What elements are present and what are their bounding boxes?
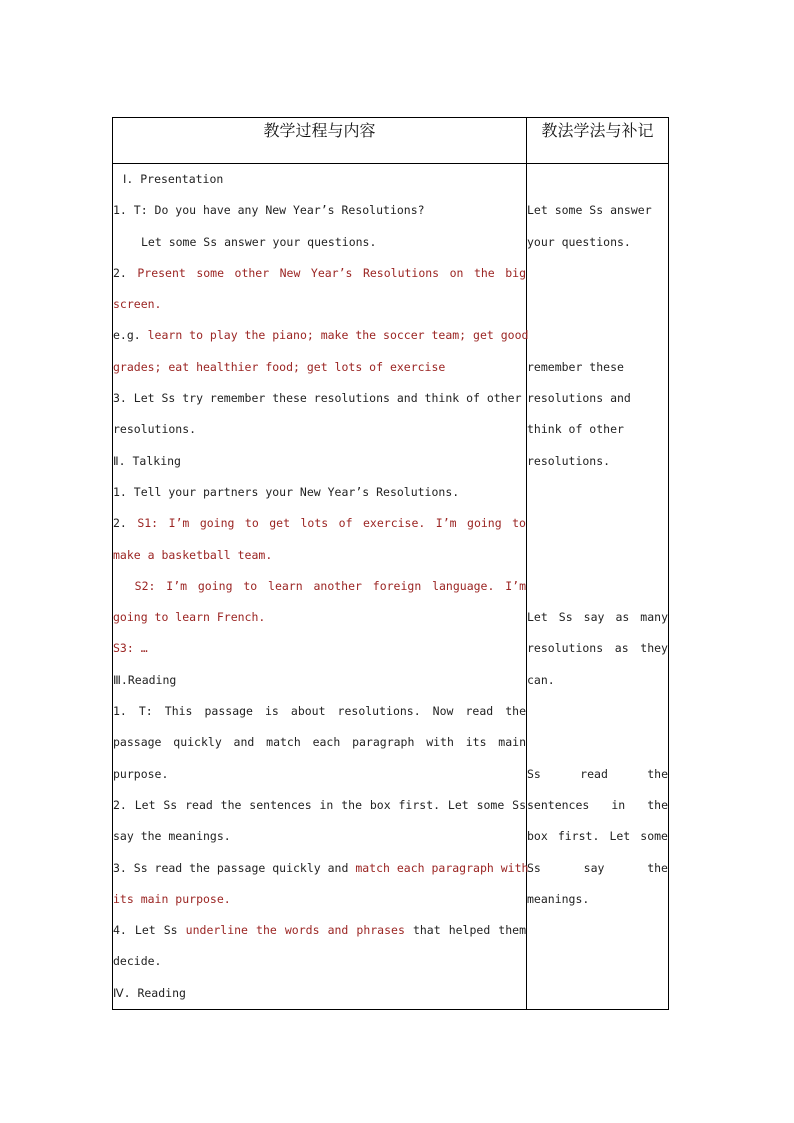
- highlighted-text: S1: I’m going to get lots of exercise. I’m going to: [137, 516, 526, 531]
- spacer: [527, 289, 668, 320]
- text-line: purpose.: [113, 766, 169, 781]
- note-line: your questions.: [527, 234, 631, 249]
- list-number: 2.: [113, 265, 138, 280]
- note-line: Ss read the: [527, 766, 668, 781]
- text-line: decide.: [113, 954, 162, 969]
- highlighted-text: screen.: [113, 297, 162, 312]
- section-presentation-title: Ⅰ. Presentation: [123, 172, 224, 186]
- highlighted-text: learn to play the piano; make the soccer team; get good: [147, 328, 529, 343]
- spacer: [527, 320, 668, 351]
- text-line: 2. Let Ss read the sentences in the box first. Let some Ss: [113, 797, 526, 812]
- content-row: [113, 164, 669, 1010]
- list-number: 2.: [113, 516, 138, 531]
- note-line: think of other: [527, 422, 624, 437]
- highlighted-text: make a basketball team.: [113, 547, 273, 562]
- note-line: can.: [527, 672, 555, 687]
- section-talking-title: Ⅱ. Talking: [113, 453, 181, 468]
- highlighted-text: S2: I’m going to learn another foreign language. I’m: [113, 578, 526, 593]
- lesson-plan-table: [112, 117, 669, 1010]
- text-line: 1. T: Do you have any New Year’s Resolutions?: [113, 203, 425, 218]
- text-line: [113, 258, 526, 289]
- highlighted-text: S3: …: [113, 641, 148, 656]
- text-line: [113, 320, 529, 351]
- note-line: box first. Let some: [527, 829, 668, 844]
- text-line: resolutions.: [113, 422, 197, 437]
- note-line: Let Ss say as many: [527, 610, 668, 625]
- highlighted-text: grades; eat healthier food; get lots of exercise: [113, 359, 446, 374]
- note-line: Let some Ss answer: [527, 203, 652, 218]
- text-line: [113, 915, 526, 946]
- text-segment: 3. Ss read the passage quickly and: [113, 860, 356, 875]
- header-methods-notes: 教法学法与补记: [527, 118, 669, 164]
- text-line: 1. T: This passage is about resolutions. Now read the: [113, 704, 526, 719]
- spacer: [527, 164, 668, 195]
- eg-prefix: e.g.: [113, 328, 148, 343]
- highlighted-text: going to learn French.: [113, 610, 266, 625]
- section-reading-2-title: Ⅳ. Reading: [113, 985, 186, 1000]
- highlighted-text: underline the words and phrases: [185, 923, 405, 938]
- text-segment: that helped them: [404, 923, 526, 938]
- note-line: remember these: [527, 359, 624, 374]
- highlighted-text: match each paragraph with: [355, 860, 529, 875]
- text-line: passage quickly and match each paragraph with its main: [113, 735, 526, 750]
- text-line: [113, 853, 529, 884]
- note-line: resolutions and: [527, 391, 631, 406]
- text-line: 3. Let Ss try remember these resolutions and think of other: [113, 391, 522, 406]
- spacer: [527, 258, 668, 289]
- header-row: [113, 118, 669, 164]
- text-line: [113, 508, 526, 539]
- note-line: resolutions.: [527, 453, 611, 468]
- note-line: meanings.: [527, 891, 590, 906]
- teaching-process-cell: [113, 164, 527, 1010]
- spacer: [527, 727, 668, 758]
- highlighted-text: its main purpose.: [113, 891, 231, 906]
- text-line: 1. Tell your partners your New Year’s Resolutions.: [113, 484, 460, 499]
- text-line: say the meanings.: [113, 829, 231, 844]
- spacer: [527, 508, 668, 539]
- section-reading-title: Ⅲ.Reading: [113, 672, 177, 687]
- spacer: [527, 571, 668, 602]
- note-line: Ss say the: [527, 860, 668, 875]
- spacer: [527, 540, 668, 571]
- note-line: resolutions as they: [527, 641, 668, 656]
- highlighted-text: Present some other New Year’s Resolutions on the big: [137, 265, 526, 280]
- spacer: [527, 696, 668, 727]
- methods-notes-cell: [527, 164, 669, 1010]
- text-line: Let some Ss answer your questions.: [141, 234, 377, 249]
- spacer: [527, 477, 668, 508]
- text-segment: 4. Let Ss: [113, 923, 186, 938]
- header-process-content: 教学过程与内容: [113, 118, 527, 164]
- note-line: sentences in the: [527, 797, 668, 812]
